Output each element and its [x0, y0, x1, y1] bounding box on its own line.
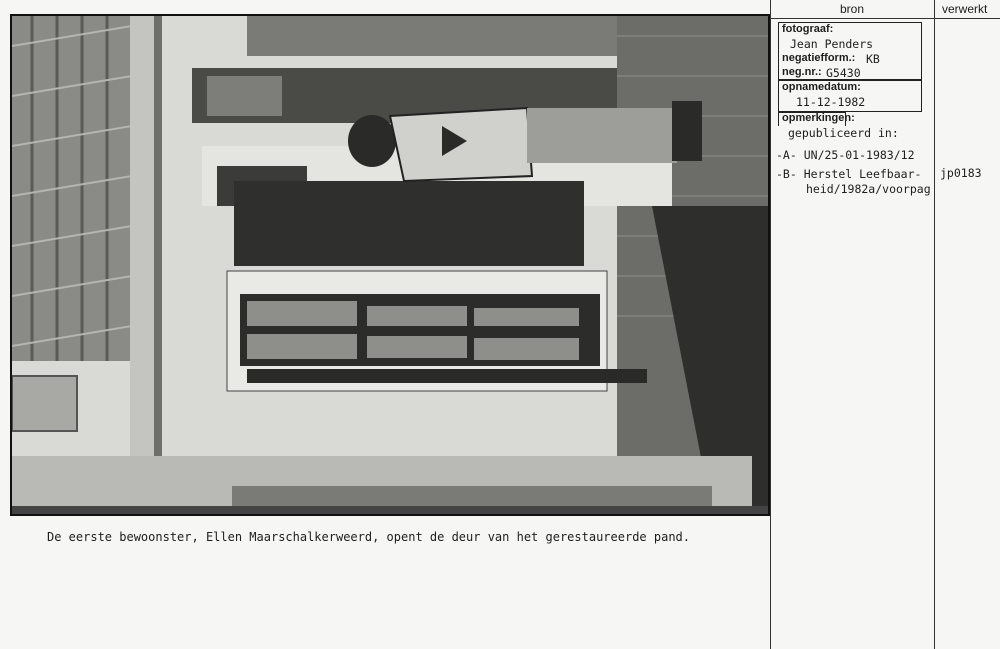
publication-a [776, 148, 915, 163]
negatiefform-label: negatiefform.: [782, 52, 856, 64]
header-rule [770, 18, 1000, 19]
opnamedatum-label: opnamedatum: [782, 81, 861, 93]
publication-b [776, 167, 921, 182]
fotograaf-label: fotograaf: [782, 23, 834, 35]
publication-a-text: UN/25-01-1983/12 [803, 148, 915, 162]
publication-b-text: Herstel Leefbaar- [803, 167, 922, 181]
opnamedatum-value: 11-12-1982 [796, 95, 866, 109]
divider-verwerkt [934, 0, 935, 649]
photo-caption: De eerste bewoonster, Ellen Maarschalkerweerd, opent de deur van het gerestaureerde pand. [47, 530, 690, 544]
publication-b-text-continued: heid/1982a/voorpag [806, 182, 931, 196]
column-header-verwerkt: verwerkt [942, 2, 988, 16]
publication-b-verwerkt: jp0183 [940, 166, 982, 180]
divider-bron [770, 0, 771, 649]
opmerkingen-value: gepubliceerd in: [788, 126, 899, 140]
negatiefform-value: KB [866, 52, 880, 66]
opmerkingen-label: opmerkingen: [782, 112, 855, 124]
photo [10, 14, 770, 516]
publication-a-marker: -A- [776, 148, 797, 162]
publication-b-marker: -B- [776, 167, 797, 181]
column-header-bron: bron [840, 2, 865, 16]
negnr-value: G5430 [826, 66, 861, 80]
negnr-label: neg.nr.: [782, 66, 822, 78]
fotograaf-value: Jean Penders [790, 37, 874, 51]
photo-image [12, 16, 768, 514]
